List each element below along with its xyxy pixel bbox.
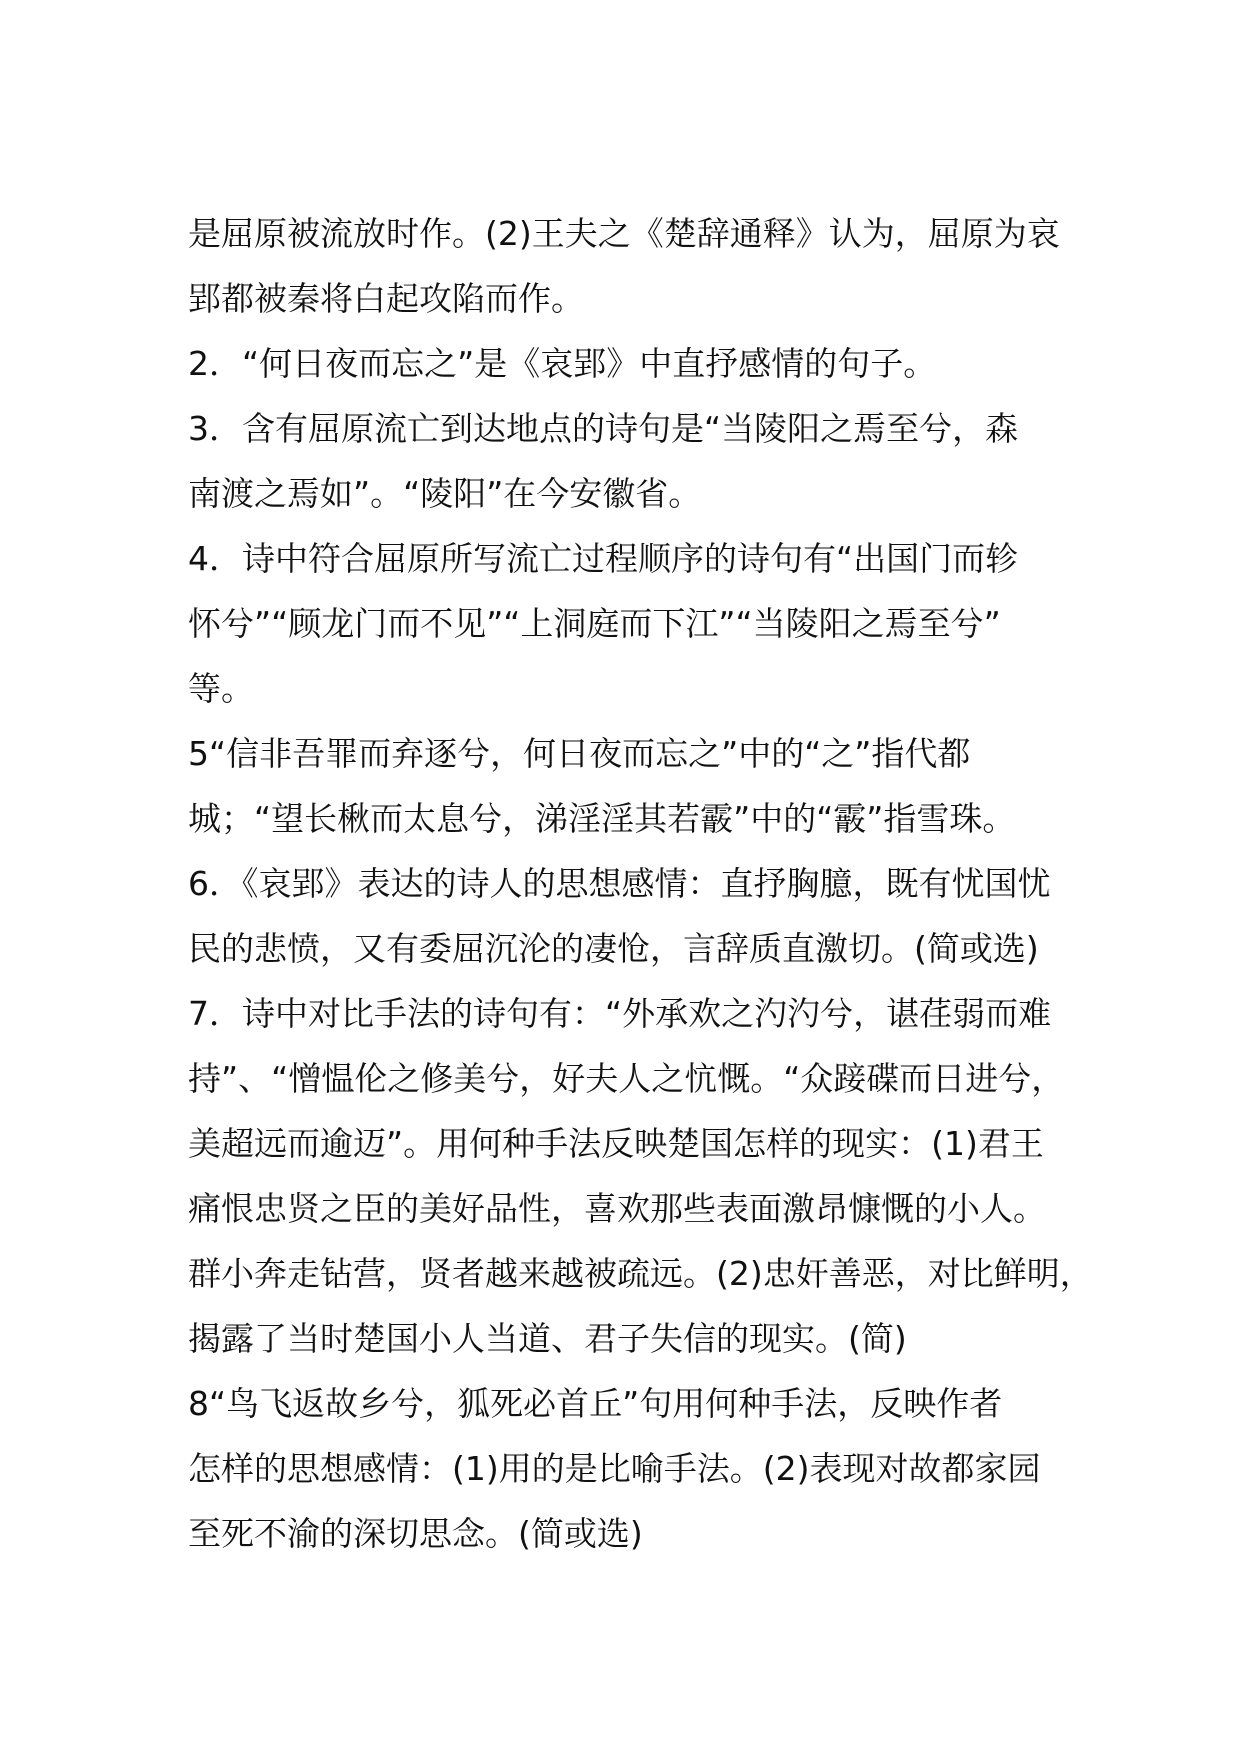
text-line: 揭露了当时楚国小人当道、君子失信的现实。(简) [188,1319,907,1358]
text-line: 7．诗中对比手法的诗句有：“外承欢之汋汋兮，谌荏弱而难 [188,994,1052,1033]
text-line: 民的悲愤，又有委屈沉沦的凄怆，言辞质直激切。(简或选) [188,929,1039,968]
text-line: 4．诗中符合屈原所写流亡过程顺序的诗句有“出国门而轸 [188,539,1019,578]
text-line: 怀兮”“顾龙门而不见”“上洞庭而下江”“当陵阳之焉至兮” [188,604,1001,643]
text-line: 5“信非吾罪而弃逐兮，何日夜而忘之”中的“之”指代都 [188,734,971,773]
text-line: 持”、“憎愠伦之修美兮，好夫人之忼慨。“众踥碟而日进兮， [188,1059,1065,1098]
text-line: 群小奔走钻营，贤者越来越被疏远。(2)忠奸善恶，对比鲜明， [188,1254,1093,1293]
text-line: 至死不渝的深切思念。(简或选) [188,1514,643,1553]
text-line: 痛恨忠贤之臣的美好品性，喜欢那些表面激昂慷慨的小人。 [188,1189,1046,1228]
text-line: 8“鸟飞返故乡兮，狐死必首丘”句用何种手法，反映作者 [188,1384,1003,1423]
text-line: 美超远而逾迈”。用何种手法反映楚国怎样的现实：(1)君王 [188,1124,1044,1163]
text-line: 3．含有屈原流亡到达地点的诗句是“当陵阳之焉至兮，森 [188,409,1019,448]
text-line: 怎样的思想感情：(1)用的是比喻手法。(2)表现对故都家园 [188,1449,1041,1488]
text-line: 等。 [188,669,254,708]
text-line: 6．《哀郢》表达的诗人的思想感情：直抒胸臆，既有忧国忧 [188,864,1051,903]
text-line: 2．“何日夜而忘之”是《哀郢》中直抒感情的句子。 [188,344,937,383]
body-text [188,201,1093,1566]
text-line: 是屈原被流放时作。(2)王夫之《楚辞通释》认为，屈原为哀 [188,214,1060,253]
text-line: 郢都被秦将白起攻陷而作。 [188,279,584,318]
text-line: 城；“望长楸而太息兮，涕淫淫其若霰”中的“霰”指雪珠。 [188,799,1016,838]
text-line: 南渡之焉如”。“陵阳”在今安徽省。 [188,474,702,513]
